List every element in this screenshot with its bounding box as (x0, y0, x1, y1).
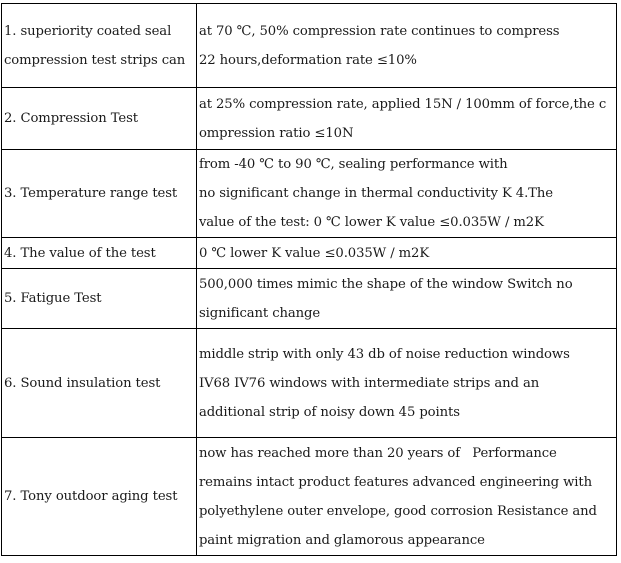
test-name-cell (2, 150, 197, 238)
test-description-cell (196, 4, 616, 88)
table-row (2, 269, 617, 329)
test-description-line: 22 hours,deformation rate ≤10% (198, 52, 417, 68)
test-name-cell (2, 438, 197, 556)
test-name-line: 4. The value of the test (4, 245, 156, 261)
table-row (2, 4, 617, 88)
test-description-line: at 25% compression rate, applied 15N / 100mm of force,the c (198, 96, 607, 112)
test-name-line: 2. Compression Test (4, 111, 138, 126)
test-description-line: additional strip of noisy down 45 points (198, 404, 460, 420)
test-description-cell (196, 269, 616, 329)
test-name-cell (2, 88, 197, 150)
test-description-line: from -40 ℃ to 90 ℃, sealing performance with (198, 157, 508, 172)
test-description-line: IV68 IV76 windows with intermediate strips and an (198, 375, 540, 391)
spec-table-body (2, 4, 617, 556)
table-row (2, 438, 617, 556)
test-name-cell (2, 4, 197, 88)
test-name-cell (2, 238, 197, 269)
test-description-line: significant change (198, 305, 321, 321)
test-description-cell (196, 438, 616, 556)
test-name-line: 6. Sound insulation test (4, 375, 161, 391)
test-description-line: value of the test: 0 ℃ lower K value ≤0.035W / m2K (198, 215, 544, 230)
test-description-line: paint migration and glamorous appearance (198, 532, 485, 548)
table-row (2, 88, 617, 150)
test-description-line: now has reached more than 20 years of Performance (198, 445, 557, 461)
test-name-cell (2, 269, 197, 329)
test-name-line: 3. Temperature range test (4, 186, 178, 201)
test-description-line: ompression ratio ≤10N (198, 125, 354, 141)
test-name-line: 1. superiority coated seal (4, 23, 172, 39)
test-description-line: at 70 ℃, 50% compression rate continues to compress (198, 23, 560, 39)
test-description-cell (196, 329, 616, 438)
table-row (2, 329, 617, 438)
table-row (2, 150, 617, 238)
test-description-cell (196, 238, 616, 269)
test-description-line: 0 ℃ lower K value ≤0.035W / m2K (198, 245, 430, 261)
spec-table (1, 3, 617, 556)
test-description-line: remains intact product features advanced engineering with (198, 474, 592, 490)
table-row (2, 238, 617, 269)
test-description-line: 500,000 times mimic the shape of the window Switch no (198, 276, 573, 292)
test-description-line: middle strip with only 43 db of noise reduction windows (198, 346, 570, 362)
test-name-line: compression test strips can (4, 52, 186, 68)
test-name-line: 7. Tony outdoor aging test (4, 489, 178, 504)
test-description-line: no significant change in thermal conductivity K 4.The (198, 186, 553, 201)
test-name-line: 5. Fatigue Test (4, 291, 102, 306)
test-description-cell (196, 150, 616, 238)
test-description-line: polyethylene outer envelope, good corrosion Resistance and (198, 503, 597, 519)
test-name-cell (2, 329, 197, 438)
test-description-cell (196, 88, 616, 150)
